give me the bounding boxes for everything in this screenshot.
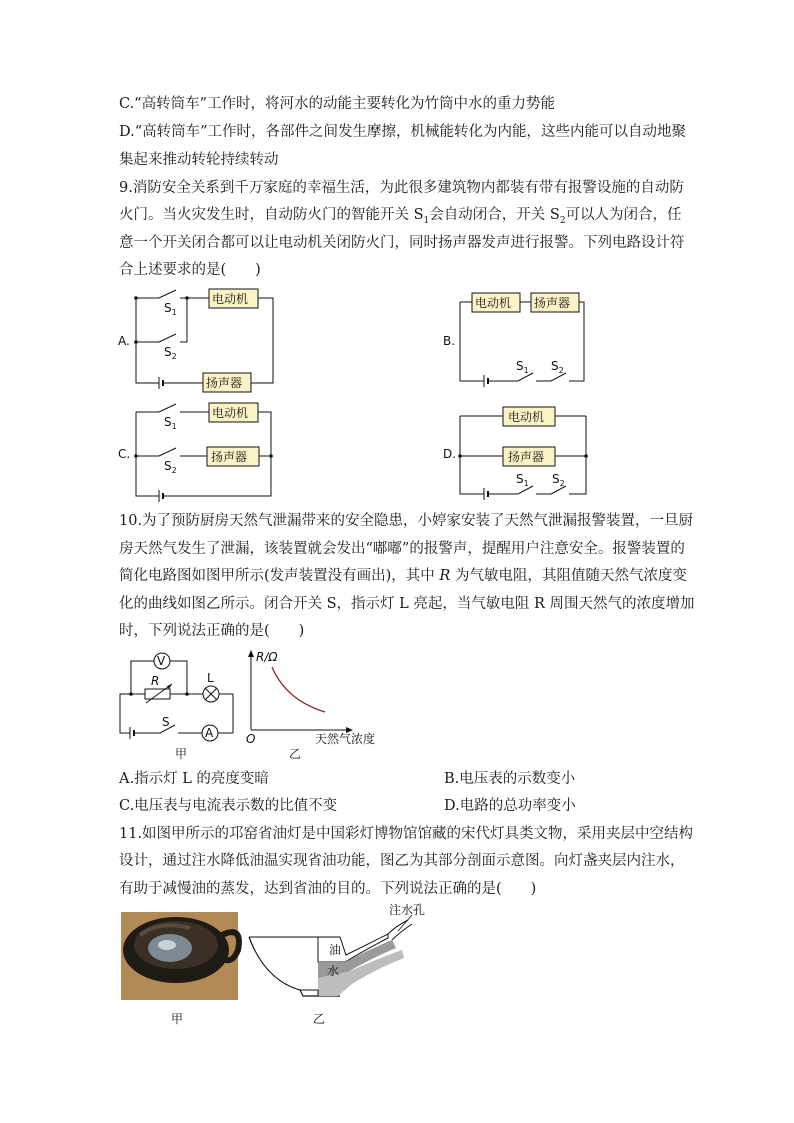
svg-text:S2: $S_2$ [164,345,177,361]
svg-text:甲: 甲 [171,1012,184,1026]
svg-text:D.: D. [443,447,457,461]
q10-figures [0,645,794,765]
svg-text:C.: C. [118,447,131,461]
q10-circuit-jia [120,653,233,761]
q10-graph-yi [246,650,375,761]
svg-text:A: A [205,726,214,740]
circuit-b [443,293,584,387]
q9-line-1: 9.消防安全关系到千万家庭的幸福生活，为此很多建筑物内都装有带有报警设施的自动防 [119,180,684,196]
svg-text:R: R [151,674,160,688]
q10-line-2: 房天然气发生了泄漏，该装置就会发出“嘟嘟”的报警声，提醒用户注意安全。报警装置的 [119,541,685,557]
oil-lamp-photo [121,912,239,1026]
q9-line-3: 意一个开关闭合都可以让电动机关闭防火门，同时扬声器发声进行报警。下列电路设计符 [119,235,685,251]
svg-text:扬声器: 扬声器 [211,450,248,464]
svg-text:电动机: 电动机 [508,410,545,424]
svg-text:扬声器: 扬声器 [206,376,243,390]
q9-line-2: 火门。当火灾发生时，自动防火门的智能开关 $S_1$会自动闭合，开关 $S_2$可以人为闭合，任 [119,207,682,226]
svg-text:S1: $S_1$ [164,301,177,317]
svg-text:A.: A. [118,334,130,348]
option-c-line: C.“高转筒车”工作时，将河水的动能主要转化为竹筒中水的重力势能 [119,96,556,112]
q11-line-3: 有助于减慢油的蒸发，达到省油的目的。下列说法正确的是( ) [119,881,537,897]
svg-text:L: L [207,671,214,685]
circuit-a [118,289,273,392]
q10-option-a: A.指示灯 L 的亮度变暗 [119,771,269,787]
q11-line-1: 11.如图甲所示的邛窑省油灯是中国彩灯博物馆馆藏的宋代灯具类文物，采用夹层中空结构 [119,826,694,842]
svg-text:扬声器: 扬声器 [508,450,545,464]
svg-text:乙: 乙 [313,1012,326,1026]
svg-text:S1: $S_1$ [164,415,177,431]
svg-text:天然气浓度: 天然气浓度 [315,732,376,746]
svg-text:V: V [157,654,166,668]
svg-text:S2: $S_2$ [551,359,564,375]
q9-circuit-diagrams [0,280,794,520]
option-d-line: D.“高转筒车”工作时，各部件之间发生摩擦，机械能转化为内能，这些内能可以自动地聚 [119,124,687,140]
circuit-c [118,403,273,502]
q10-option-b: B.电压表的示数变小 [444,771,576,787]
option-d-line-cont: 集起来推动转轮持续转动 [119,152,279,168]
circuit-d [443,407,588,500]
svg-text:扬声器: 扬声器 [534,296,571,310]
svg-text:S1: $S_1$ [516,359,529,375]
q10-option-c: C.电压表与电流表示数的比值不变 [119,798,338,814]
svg-text:S2: $S_2$ [164,459,177,475]
q10-option-d: D.电路的总功率变小 [444,798,576,814]
svg-text:S1: $S_1$ [516,472,529,488]
svg-text:电动机: 电动机 [212,292,249,306]
svg-text:水: 水 [327,964,340,978]
q10-line-4: 化的曲线如图乙所示。闭合开关 S，指示灯 L 亮起，当气敏电阻 R 周围天然气的浓度增加 [119,596,695,612]
svg-text:乙: 乙 [289,747,302,761]
svg-text:电动机: 电动机 [475,296,512,310]
svg-text:注水孔: 注水孔 [389,903,426,917]
svg-text:甲: 甲 [175,747,188,761]
q10-line-1: 10.为了预防厨房天然气泄漏带来的安全隐患，小婷家安装了天然气泄漏报警装置，一旦厨 [119,513,694,529]
svg-text:油: 油 [329,943,342,957]
svg-text:R/Ω: R/Ω [256,650,278,664]
svg-text:B.: B. [443,334,456,348]
svg-text:S2: $S_2$ [552,472,565,488]
svg-text:O: O [246,732,256,746]
lamp-cross-section [249,902,425,1026]
svg-text:电动机: 电动机 [212,406,249,420]
svg-text:S: S [162,715,170,729]
q11-line-2: 设计，通过注水降低油温实现省油功能，图乙为其部分剖面示意图。向灯盏夹层内注水， [119,853,685,869]
q10-line-3: 简化电路图如图甲所示(发声装置没有画出)，其中 R 为气敏电阻，其阻值随天然气浓度变 [119,568,687,584]
q10-line-5: 时，下列说法正确的是( ) [119,623,305,639]
q11-figures [0,900,794,1030]
q9-line-4: 合上述要求的是( ) [119,262,261,278]
